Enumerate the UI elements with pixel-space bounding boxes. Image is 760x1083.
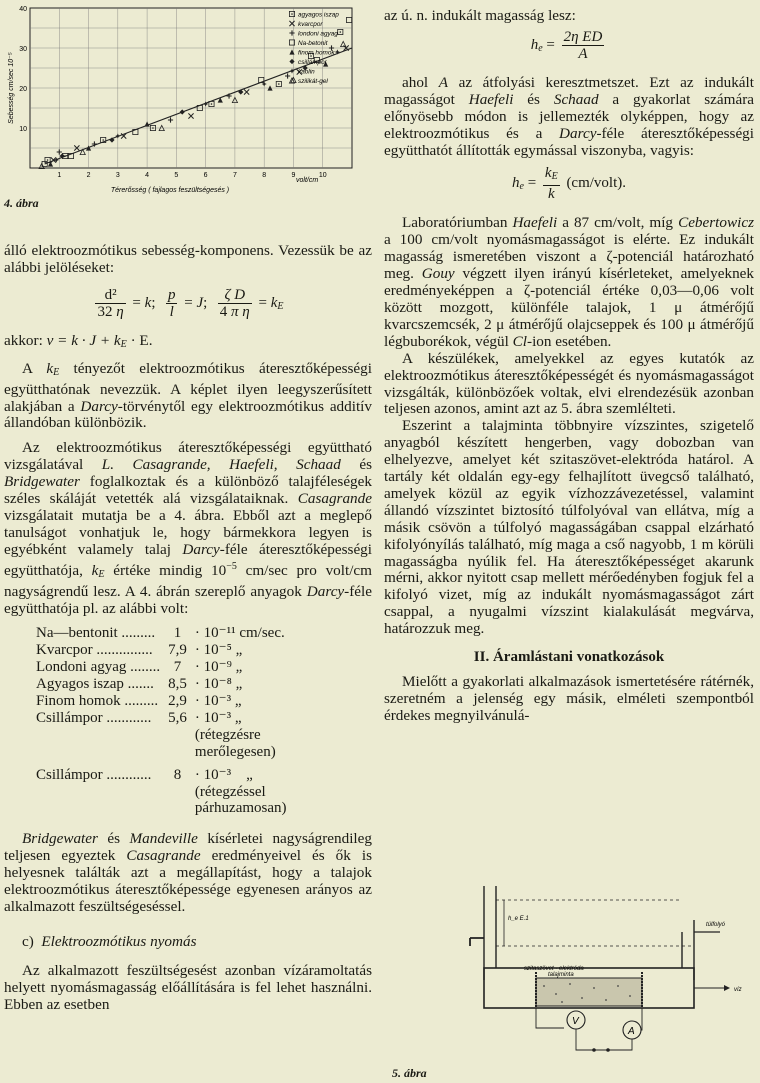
material-note: (rétegzéssel [194,783,266,800]
figure-5-label-V: V [572,1016,579,1027]
formula-velocity: akkor: $v = k \cdot J + k_E \cdot E$. [4,331,153,350]
paragraph: Mielőtt a gyakorlati alkalmazások ismertetésére rátérnék, szeretném a jelenség egy másik, elméleti szempontból érdekes megnyilvánulá- [384,673,754,724]
figure-5-label-he: h_e E.1 [508,916,529,922]
x-tick-label: 10 [318,172,327,179]
chart-point [244,89,249,94]
material-row: Agyagos iszap ....... 8,5 · 10⁻⁸ „ [36,676,243,693]
subheading: c) Elektroozmótikus nyomás [22,932,197,950]
figure-4-caption: 4. ábra [4,196,39,210]
x-tick-label: 8 [262,172,267,179]
chart-point [338,29,343,34]
chart-point [276,81,281,86]
material-row: Finom homok ......... 2,9 · 10⁻³ „ [36,693,242,710]
x-tick-label: 9 [291,172,296,179]
paragraph: A készülékek, amelyekkel az egyes kutatók az elektroozmótikus áteresztőképességét és nyomásmagasságot vizsgálták, különbözőek voltak, elvi elrendezésük azonban teljesen azonos, amint azt az 5. ábra szemlélteti. [384,349,754,418]
legend-marker [289,11,294,16]
x-tick-label: 7 [232,172,237,179]
legend-entry: kaolin [298,68,315,76]
chart-point [168,117,173,122]
legend-entry: Na-betonit [298,40,328,48]
chart-x-unit: volt/cm [296,177,319,184]
paragraph: Eszerint a talajminta többnyire vízszintes, szigetelő anyagból készített hengerben, vagy dobozban van elhelyezve, amelyet két szitaszövet-elektróda határol. A tartály két oldalán egy-egy felhajlított üvegcső található, amelyek közül az egyik vízhozzávezetéssel, valamint állandó vízszintet biztosító túlfolyóval van ellátva, míg a másik csövön a túlfolyó magasságában csappal elzárható kifolyónyílás található, míg maga a cső nagyobb, 1 m körüli magasságba nyúlik fel. Ha áteresztőképességet akarunk mérni, akkor nyitott csap mellett mérőedényben fogjuk fel a kifolyó vizet, míg az indukált nyomásmagasságot zárt csappal, a nyugalmi vízszint kialakulását megvárva, határozzuk meg. [384,417,754,638]
figure-5-caption: 5. ábra [392,1066,427,1080]
paragraph: A $k_E$ tényezőt elektroozmótikus áteresztőképességi együtthatónak nevezzük. A képlet ilyen leegyszerűsített alakjában a Darcy-törvénytől egy elektroozmótikus additív állandóban különbözik. [4,359,372,432]
legend-marker [289,21,294,26]
chart-point [57,149,62,154]
figure-5-label-A: A [628,1026,635,1037]
material-row: Londoni agyag ........ 7 · 10⁻⁹ „ [36,659,243,676]
figure-5-label-sample: talajminta [548,972,574,978]
x-tick-label: 2 [86,172,91,179]
chart-point [341,41,346,46]
material-row: Na—bentonit ......... 1 · 10⁻¹¹ cm/sec. [36,625,285,642]
y-tick-label: 40 [19,6,27,13]
formula-induced-height: $h_e$ = $\frac{\text{2η ED}}{A}$ [530,28,603,62]
legend-entry: szilikát-gel [298,78,328,86]
legend-entry: londoni agyag [298,30,338,38]
chart-ylabel: Sebesség cm/sec 10⁻⁵ [8,52,15,124]
legend-entry: finom homok [298,49,335,57]
figure-5-label-electrode: szitaszövet - elektróda [524,966,584,972]
material-row: Csillámpor ............ 5,6 · 10⁻³ „ [36,709,242,726]
legend-marker [289,30,294,35]
figure-5-label-overflow: túlfolyó [706,922,726,928]
x-tick-label: 4 [145,172,150,179]
material-note: merőlegesen) [194,743,276,760]
legend-marker [289,40,294,45]
chart-xlabel: Térerősség ( fajlagos feszültségesés ) [110,187,230,194]
x-tick-label: 3 [115,172,120,179]
formula-definitions: $\frac{\text{d²}}{32 \eta}$ = k; $\frac{p}{l}$ = J; $\frac{\text{ζ D}}{\text{4 π η}}$ = $k_E$ [97,286,284,320]
figure-5-diagram [444,880,754,1060]
chart-point [285,73,290,78]
x-tick-label: 6 [203,172,208,179]
section-heading: II. Áramlástani vonatkozások [473,649,665,666]
paragraph: ahol A az átfolyási keresztmetszet. Ezt az indukált magasságot Haefeli és Schaad a gyakorlat számára előnyösebb módon is jellemezték olyképpen, hogy az elektroozmótikus és a Darcy-féle áteresztőképességi együtthatót állították egymással viszonyba, vagyis: [384,73,755,159]
chart-point [188,113,193,118]
material-note: párhuzamosan) [194,800,287,817]
legend-marker [289,59,294,64]
legend-marker [289,68,294,73]
paragraph: Az elektroozmótikus áteresztőképességi együttható vizsgálatával L. Casagrande, Haefeli, Schaad és Bridgewater foglalkoztak és a különböző talajféleségek széles skáláját vetették alá vizsgálataiknak. Casagrande vizsgálatait mutatja be a 4. ábra. Ebből azt a meglepő tanulságot vonhatjuk le, hogy bármekkora legyen is egyébként valamely talaj Darcy-féle áteresztőképességi együtthatója, $k_E$ értéke mindig $10^{-5}$ cm/sec pro volt/cm nagyságrendű lesz. A 4. ábrán szereplő anyagok Darcy-féle együtthatója pl. az alábbi volt: [4,439,373,617]
legend-marker [289,49,294,54]
x-tick-label: 1 [57,172,62,179]
chart-point [346,17,351,22]
material-row: Csillámpor ............ 8 · 10⁻³ „ [36,766,253,783]
figure-4-chart [0,0,372,200]
legend-entry: csillámpor [298,59,327,67]
material-row: Kvarcpor ............... 7,9 · 10⁻⁵ „ [36,642,243,659]
legend-entry: kvarcpor [298,21,323,29]
y-tick-label: 20 [19,86,27,93]
legend-entry: agyagos iszap [298,11,339,19]
formula-he-ratio: $h_e$ = $\frac{k_E}{k}$ (cm/volt). [511,165,627,203]
y-tick-label: 30 [19,46,27,53]
paragraph: álló elektroozmótikus sebesség-komponens. Vezessük be az alábbi jelöléseket: [4,242,372,276]
paragraph: Bridgewater és Mandeville kísérletei nagyságrendileg teljesen egyeztek Casagrande eredményeivel és ők is helyesnek találták azt a megállapítást, hogy a talajok elektroozmótikus áteresztőképessége egyenesen arányos az alkalmazott feszültségeséssel. [4,830,372,915]
materials-table [36,625,287,817]
paragraph: Az alkalmazott feszültségesést azonban vízáramoltatás helyett nyomásmagasság előállítására is fel lehet használni. Ebben az esetben [4,961,372,1013]
material-note: (rétegzésre [194,726,261,743]
paragraph: az ú. n. indukált magasság lesz: [384,7,576,24]
figure-5-label-water: víz [734,987,742,993]
y-tick-label: 10 [19,126,27,133]
paragraph: Laboratóriumban Haefeli a 87 cm/volt, míg Cebertowicz a 100 cm/volt nyomásmagasságot is elérte. Ez indukált magasság ismeretében viszont a ζ-potenciál határozható meg. Gouy végzett ilyen irányú kísérleteket, amelyeknek eredményeképpen a ζ-potenciál értéke 0,03—0,06 volt között mozgott, különféle talajok, 1 μ átmérőjű kvarcszemcsék, 2 μ átmérőjű olajcseppek és 100 μ átmérőjű légbuborékok, végül Cl-ion esetében. [384,214,754,350]
x-tick-label: 5 [174,172,179,179]
